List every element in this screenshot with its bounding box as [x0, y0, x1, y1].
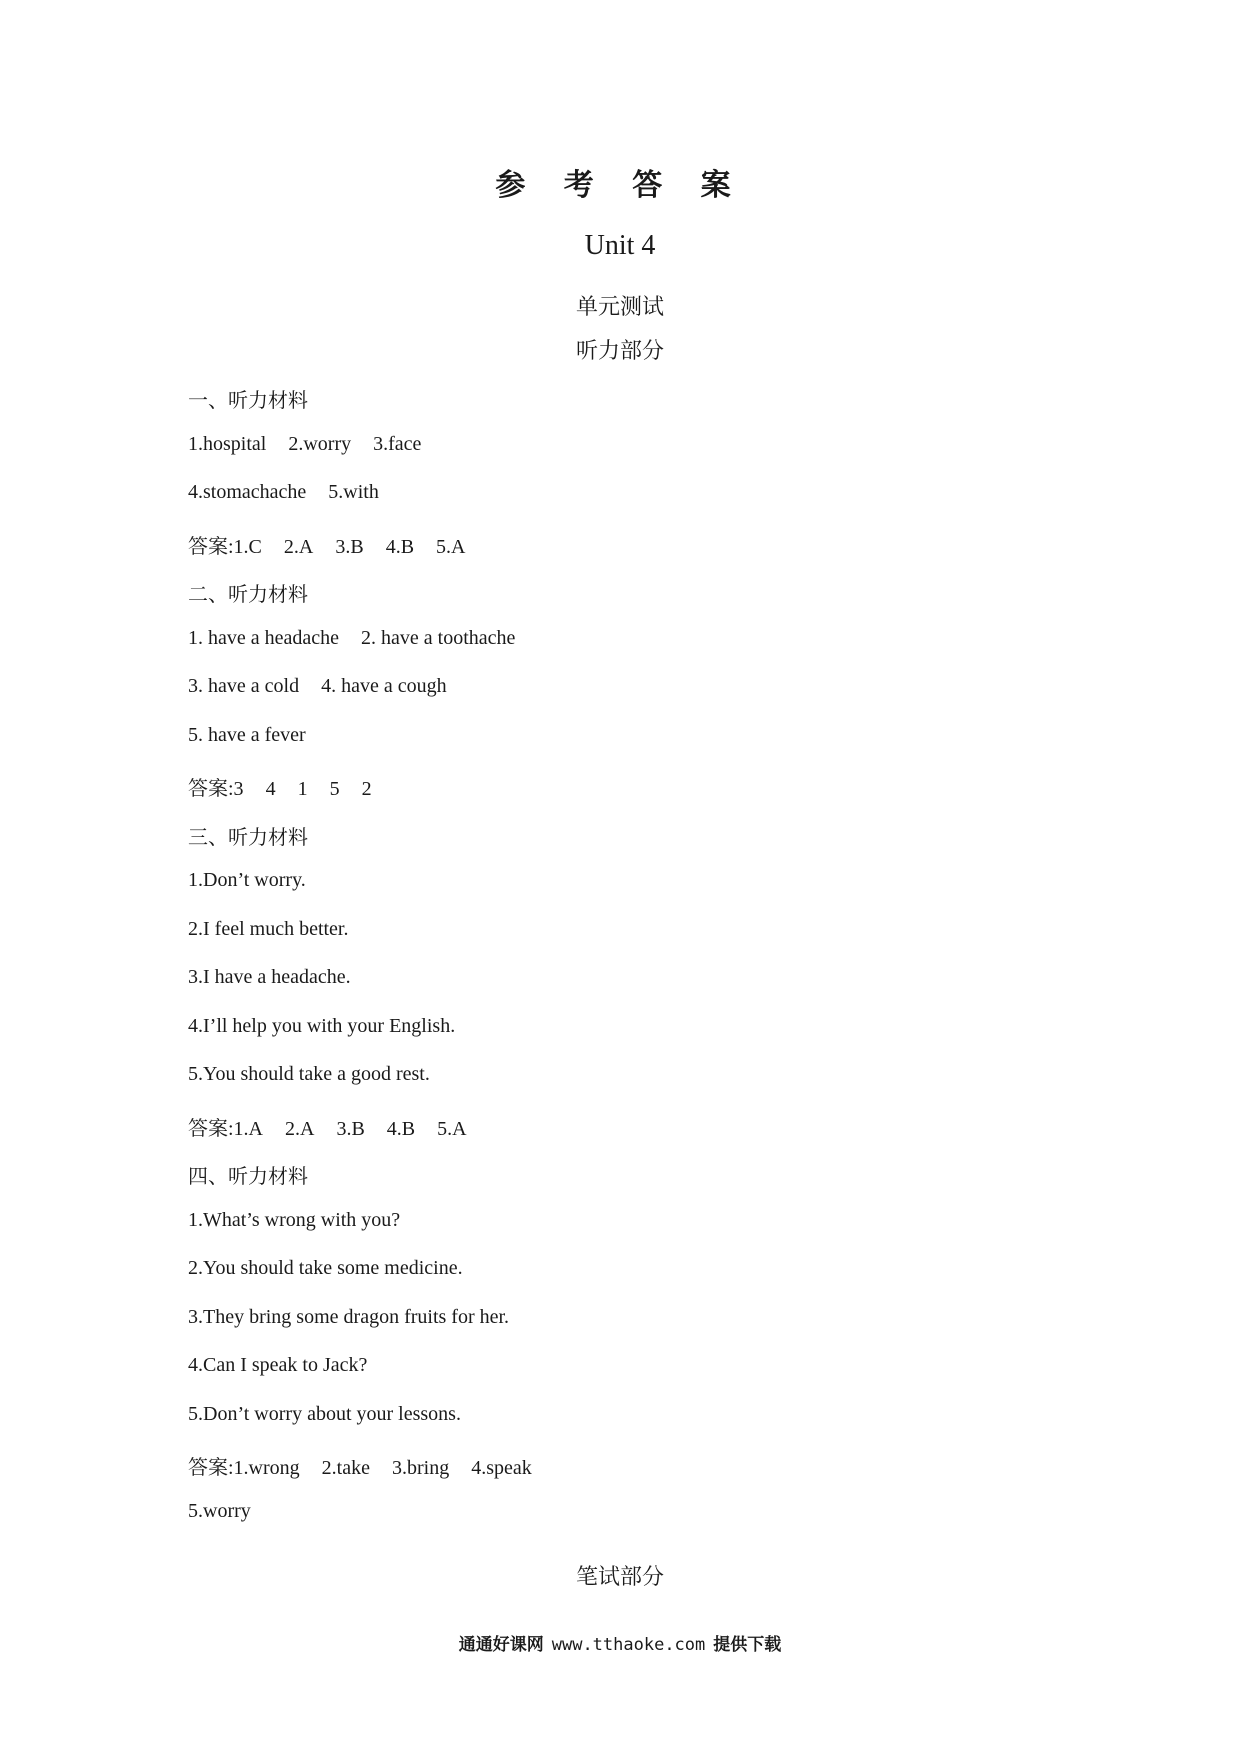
answer-item: 3.bring: [391, 1457, 450, 1479]
answer-item: 4: [265, 778, 276, 800]
unit-heading: Unit 4: [584, 230, 656, 261]
answer-line: [188, 772, 394, 801]
answer-item: 5.A: [436, 535, 466, 558]
answer-line: [188, 869, 328, 892]
answer-item: 3. have a cold: [188, 675, 300, 697]
answer-line: [188, 1451, 554, 1480]
section-heading: 一、听力材料: [188, 388, 308, 412]
answer-line: [188, 481, 401, 504]
answer-item: 1.hospital: [188, 432, 267, 455]
listening-title: 听力部分: [575, 339, 664, 364]
answer-line: [188, 1015, 477, 1038]
answer-line: [188, 530, 488, 559]
answer-item: 3.face: [373, 432, 422, 455]
answer-item: 5.You should take a good rest.: [188, 1063, 430, 1085]
answer-line: [188, 433, 443, 456]
answer-line: [188, 1209, 422, 1232]
answer-item: 5.A: [437, 1117, 467, 1140]
answer-line: [188, 1500, 273, 1523]
answer-item: 5. have a fever: [188, 723, 306, 746]
writing-title: 笔试部分: [575, 1565, 664, 1590]
answer-item: 1.What’s wrong with you?: [188, 1208, 401, 1231]
answer-line: [188, 675, 469, 698]
footer-url[interactable]: www.tthaoke.com: [551, 1635, 706, 1655]
answer-item: 2.take: [321, 1457, 370, 1479]
answer-line: [188, 724, 328, 747]
answer-item: 3.B: [335, 535, 364, 558]
answer-item: 答案:1.wrong: [188, 1457, 300, 1479]
answer-item: 4.speak: [471, 1457, 532, 1479]
answer-item: 2. have a toothache: [361, 626, 516, 649]
answer-item: 4.Can I speak to Jack?: [188, 1354, 368, 1376]
answer-item: 4.B: [386, 1117, 416, 1140]
answer-item: 1: [297, 778, 308, 800]
answer-item: 1. have a headache: [188, 626, 340, 649]
answer-item: 5.Don’t worry about your lessons.: [188, 1402, 461, 1425]
footer: [0, 1630, 1240, 1655]
answer-item: 2: [361, 778, 372, 800]
answer-item: 4. have a cough: [321, 675, 447, 697]
section-heading: 四、听力材料: [188, 1164, 308, 1188]
answer-item: 4.I’ll help you with your English.: [188, 1014, 456, 1037]
answer-item: 2.I feel much better.: [188, 917, 349, 940]
section-heading: 三、听力材料: [188, 824, 308, 849]
answer-line: [188, 1306, 531, 1329]
footer-site: 通通好课网: [458, 1635, 544, 1655]
footer-suffix: 提供下载: [713, 1635, 782, 1655]
answer-item: 3.They bring some dragon fruits for her.: [188, 1305, 510, 1328]
answer-item: 1.Don’t worry.: [188, 869, 306, 891]
answer-item: 5.with: [328, 481, 379, 503]
answer-line: [188, 1112, 489, 1141]
answer-item: 4.B: [385, 535, 415, 558]
answer-item: 2.A: [285, 1117, 315, 1140]
answer-item: 3.I have a headache.: [188, 966, 351, 988]
answer-line: [188, 966, 373, 989]
answer-line: [188, 918, 371, 941]
answer-line: [188, 1403, 483, 1426]
answer-item: 3.B: [336, 1117, 365, 1140]
answer-item: 5: [329, 778, 340, 800]
answer-item: 2.You should take some medicine.: [188, 1257, 463, 1279]
answer-line: [188, 1063, 452, 1086]
answer-line: [188, 1257, 485, 1280]
section-heading: 二、听力材料: [188, 582, 308, 606]
answer-item: 5.worry: [188, 1499, 251, 1522]
answer-item: 答案:3: [188, 778, 244, 800]
page-title: 参 考 答 案: [495, 168, 745, 203]
answer-line: [188, 1354, 389, 1377]
answer-item: 答案:1.A: [188, 1117, 263, 1140]
answer-item: 4.stomachache: [188, 481, 307, 503]
answer-item: 答案:1.C: [188, 535, 262, 558]
answer-item: 2.A: [283, 535, 314, 558]
answer-line: [188, 627, 537, 650]
answer-item: 2.worry: [288, 432, 352, 455]
test-name: 单元测试: [575, 295, 664, 320]
